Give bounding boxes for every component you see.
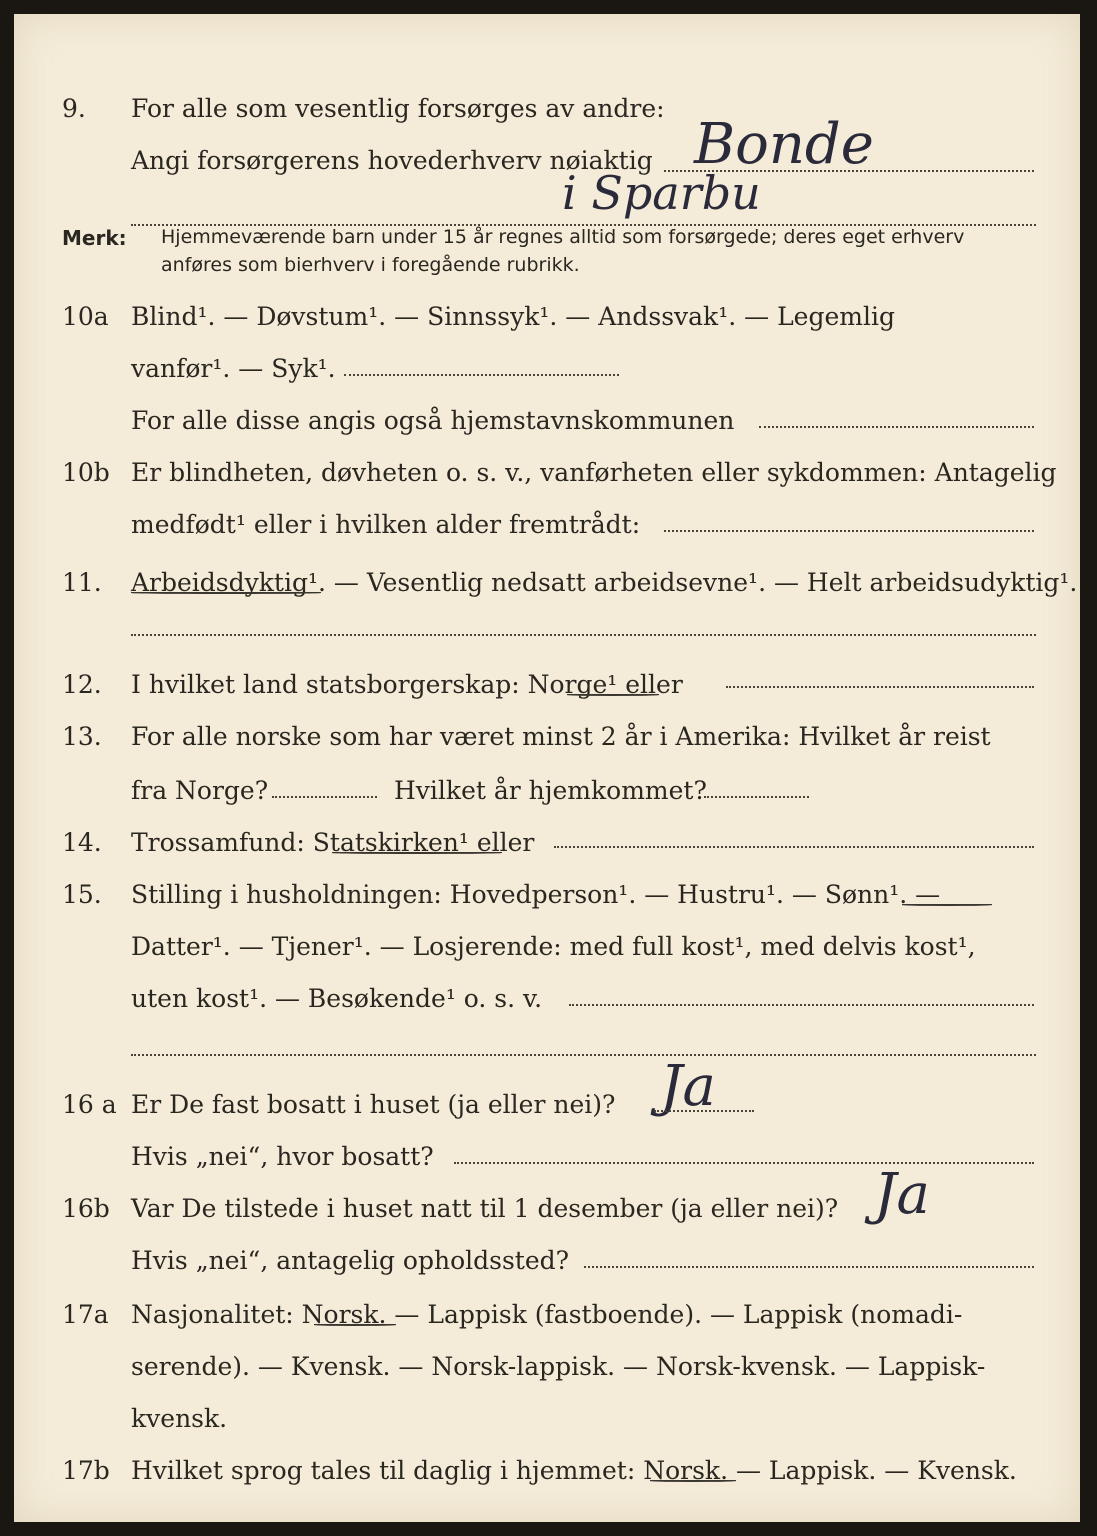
q14-text1: Trossamfund: Statskirken¹ eller xyxy=(131,828,535,857)
q10b-text2: medfødt¹ eller i hvilken alder fremtrådt: xyxy=(131,510,641,539)
q16b-number: 16b xyxy=(62,1194,110,1223)
q11-answer-line xyxy=(131,634,1036,636)
q9-handwritten-answer2: i Sparbu xyxy=(562,166,761,220)
q17a-underline-mark xyxy=(314,1324,396,1326)
q17a-text2: serende). — Kvensk. — Norsk-lappisk. — Norsk-kvensk. — Lappisk- xyxy=(131,1352,986,1381)
q15-text3: uten kost¹. — Besøkende¹ o. s. v. xyxy=(131,984,543,1013)
q13-text2b: Hvilket år hjemkommet? xyxy=(394,776,707,805)
merk-text1: Hjemmeværende barn under 15 år regnes alltid som forsørgede; deres eget erhverv xyxy=(161,226,965,248)
q16a-answer-line1 xyxy=(654,1110,754,1112)
q13-text1: For alle norske som har været minst 2 år i Amerika: Hvilket år reist xyxy=(131,722,991,751)
q16b-answer-line xyxy=(584,1266,1034,1268)
q10a-answer-line1 xyxy=(344,374,619,376)
q16a-number: 16 a xyxy=(62,1090,117,1119)
q15-number: 15. xyxy=(62,880,102,909)
q17a-text1: Nasjonalitet: Norsk. — Lappisk (fastboende). — Lappisk (nomadi- xyxy=(131,1300,963,1329)
q17b-number: 17b xyxy=(62,1456,110,1485)
q17a-number: 17a xyxy=(62,1300,109,1329)
q10a-number: 10a xyxy=(62,302,109,331)
q10b-number: 10b xyxy=(62,458,110,487)
q14-underline-mark xyxy=(332,852,502,854)
census-form-page xyxy=(14,14,1080,1522)
q11-number: 11. xyxy=(62,568,102,597)
q12-number: 12. xyxy=(62,670,102,699)
q17a-text3: kvensk. xyxy=(131,1404,228,1433)
q16a-text2: Hvis „nei“, hvor bosatt? xyxy=(131,1142,434,1171)
q10b-text1: Er blindheten, døvheten o. s. v., vanførheten eller sykdommen: Antagelig xyxy=(131,458,1057,487)
q12-answer-line xyxy=(726,686,1034,688)
q10a-text1: Blind¹. — Døvstum¹. — Sinnssyk¹. — Andssvak¹. — Legemlig xyxy=(131,302,895,331)
q10b-answer-line xyxy=(664,530,1034,532)
q13-number: 13. xyxy=(62,722,102,751)
q9-text2: Angi forsørgerens hovederhverv nøiaktig xyxy=(131,146,653,175)
q10a-answer-line2 xyxy=(759,426,1034,428)
q13-answer-line1 xyxy=(272,796,377,798)
q16a-handwritten-answer: Ja xyxy=(660,1054,716,1119)
q13-text2a: fra Norge? xyxy=(131,776,269,805)
q17b-underline-mark xyxy=(650,1480,736,1482)
q14-answer-line xyxy=(554,846,1034,848)
q16b-text1: Var De tilstede i huset natt til 1 desember (ja eller nei)? xyxy=(131,1194,839,1223)
q15-underline-mark xyxy=(902,904,992,906)
q12-text1: I hvilket land statsborgerskap: Norge¹ eller xyxy=(131,670,683,699)
q15-text2: Datter¹. — Tjener¹. — Losjerende: med full kost¹, med delvis kost¹, xyxy=(131,932,976,961)
q15-answer-line1 xyxy=(569,1004,1034,1006)
q15-text1: Stilling i husholdningen: Hovedperson¹. — Hustru¹. — Sønn¹. — xyxy=(131,880,941,909)
q10a-text2: vanfør¹. — Syk¹. xyxy=(131,354,336,383)
q12-underline-mark xyxy=(567,694,659,696)
q9-text1: For alle som vesentlig forsørges av andre: xyxy=(131,94,665,123)
q11-underline-mark xyxy=(131,592,321,594)
q9-number: 9. xyxy=(62,94,86,123)
q13-answer-line2 xyxy=(704,796,809,798)
q16b-handwritten-answer: Ja xyxy=(874,1162,930,1227)
q17b-text1: Hvilket sprog tales til daglig i hjemmet: Norsk. — Lappisk. — Kvensk. xyxy=(131,1456,1017,1485)
q14-number: 14. xyxy=(62,828,102,857)
q11-text1: Arbeidsdyktig¹. — Vesentlig nedsatt arbeidsevne¹. — Helt arbeidsudyktig¹. xyxy=(131,568,1078,597)
q16a-answer-line2 xyxy=(454,1162,1034,1164)
q16b-text2: Hvis „nei“, antagelig opholdssted? xyxy=(131,1246,570,1275)
q16a-text1: Er De fast bosatt i huset (ja eller nei)? xyxy=(131,1090,616,1119)
merk-text2: anføres som bierhverv i foregående rubrikk. xyxy=(161,254,580,276)
q15-answer-line2 xyxy=(131,1054,1036,1056)
q10a-text3: For alle disse angis også hjemstavnskommunen xyxy=(131,406,735,435)
q9-handwritten-answer1: Bonde xyxy=(694,112,874,177)
merk-label: Merk: xyxy=(62,226,127,250)
